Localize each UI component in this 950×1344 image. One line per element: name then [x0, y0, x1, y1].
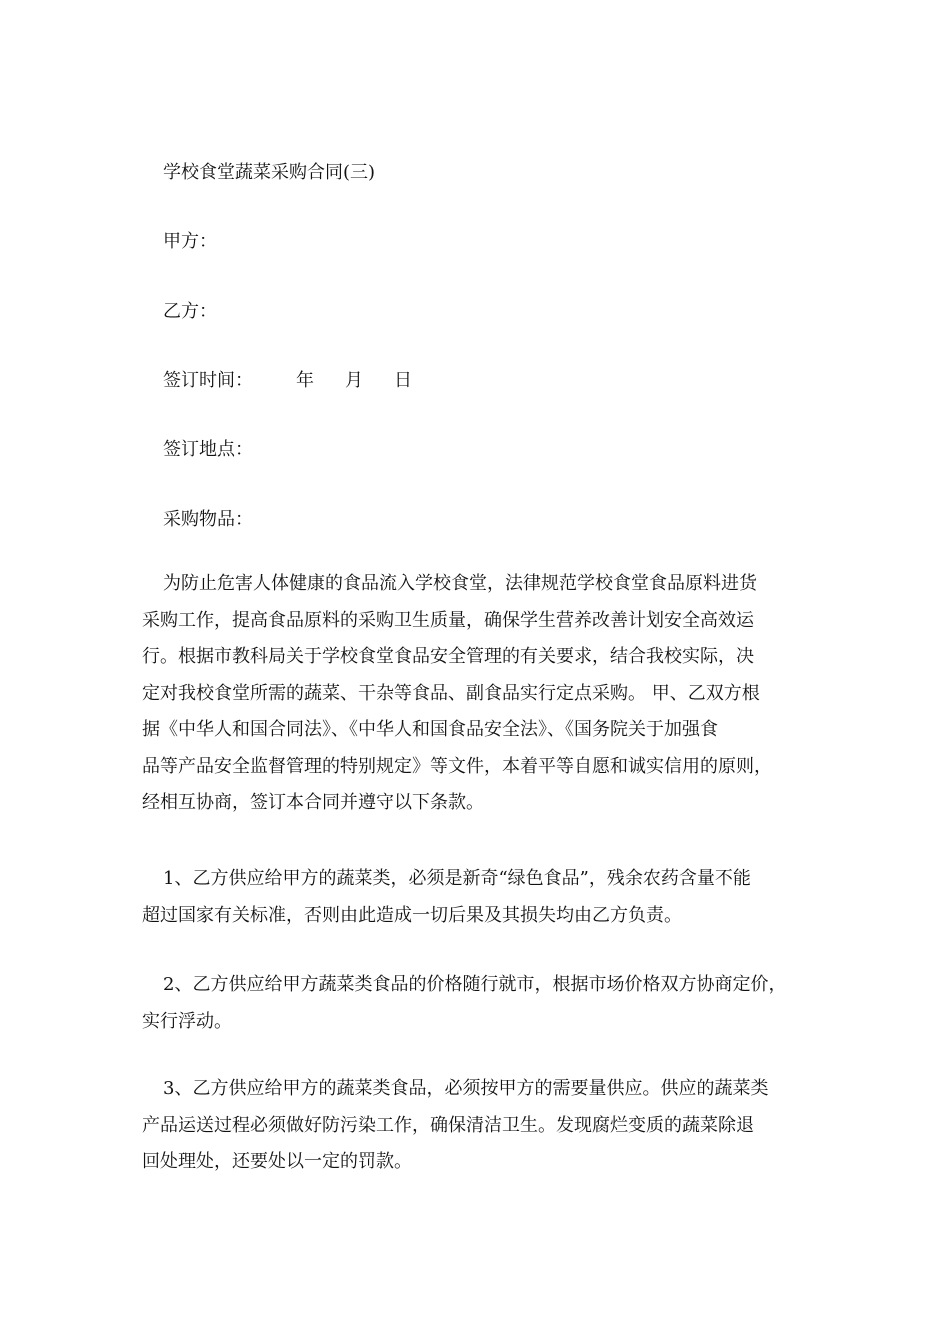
clause-line: 回处理处，还要处以一定的罚款。	[142, 1151, 412, 1172]
clause-line: 2、乙方供应给甲方蔬菜类食品的价格随行就市，根据市场价格双方协商定价，	[163, 974, 787, 995]
clause-line: 3、乙方供应给甲方的蔬菜类食品，必须按甲方的需要量供应。供应的蔬菜类	[163, 1078, 769, 1099]
sign-place-label: 签订地点：	[163, 439, 253, 460]
sign-time-month: 月	[345, 370, 363, 391]
party-a-label: 甲方：	[163, 231, 217, 252]
clause-2-paragraph	[142, 967, 812, 1040]
intro-line: 为防止危害人体健康的食品流入学校食堂，法律规范学校食堂食品原料进货	[163, 573, 757, 594]
purchase-items-label: 采购物品：	[163, 509, 253, 530]
clause-3-paragraph	[142, 1071, 812, 1181]
intro-line: 品等产品安全监督管理的特别规定》等文件，本着平等自愿和诚实信用的原则，	[142, 755, 772, 777]
intro-paragraph	[142, 566, 812, 822]
clause-line: 产品运送过程必须做好防污染工作，确保清洁卫生。发现腐烂变质的蔬菜除退	[142, 1114, 754, 1136]
clause-1-paragraph	[142, 861, 812, 934]
sign-time-label: 签订时间：	[163, 370, 253, 391]
party-b-label: 乙方：	[163, 301, 217, 322]
sign-time-line	[142, 363, 812, 399]
intro-line: 据《中华人和国合同法》、《中华人和国食品安全法》、《国务院关于加强食	[142, 719, 718, 740]
sign-time-year: 年	[296, 370, 314, 391]
clause-line: 超过国家有关标准，否则由此造成一切后果及其损失均由乙方负责。	[142, 904, 682, 926]
contract-title: 学校食堂蔬菜采购合同(三)	[163, 162, 376, 183]
clause-line: 1、乙方供应给甲方的蔬菜类，必须是新奇“绿色食品”，残余农药含量不能	[163, 868, 751, 889]
intro-line: 定对我校食堂所需的蔬菜、干杂等食品、副食品实行定点采购。 甲、乙双方根	[142, 682, 760, 704]
clause-line: 实行浮动。	[142, 1010, 232, 1032]
intro-line: 经相互协商，签订本合同并遵守以下条款。	[142, 792, 484, 813]
intro-line: 行。根据市教科局关于学校食堂食品安全管理的有关要求，结合我校实际，决	[142, 646, 754, 667]
intro-line: 采购工作，提高食品原料的采购卫生质量，确保学生营养改善计划安全高效运	[142, 609, 754, 631]
sign-time-day: 日	[394, 370, 412, 391]
